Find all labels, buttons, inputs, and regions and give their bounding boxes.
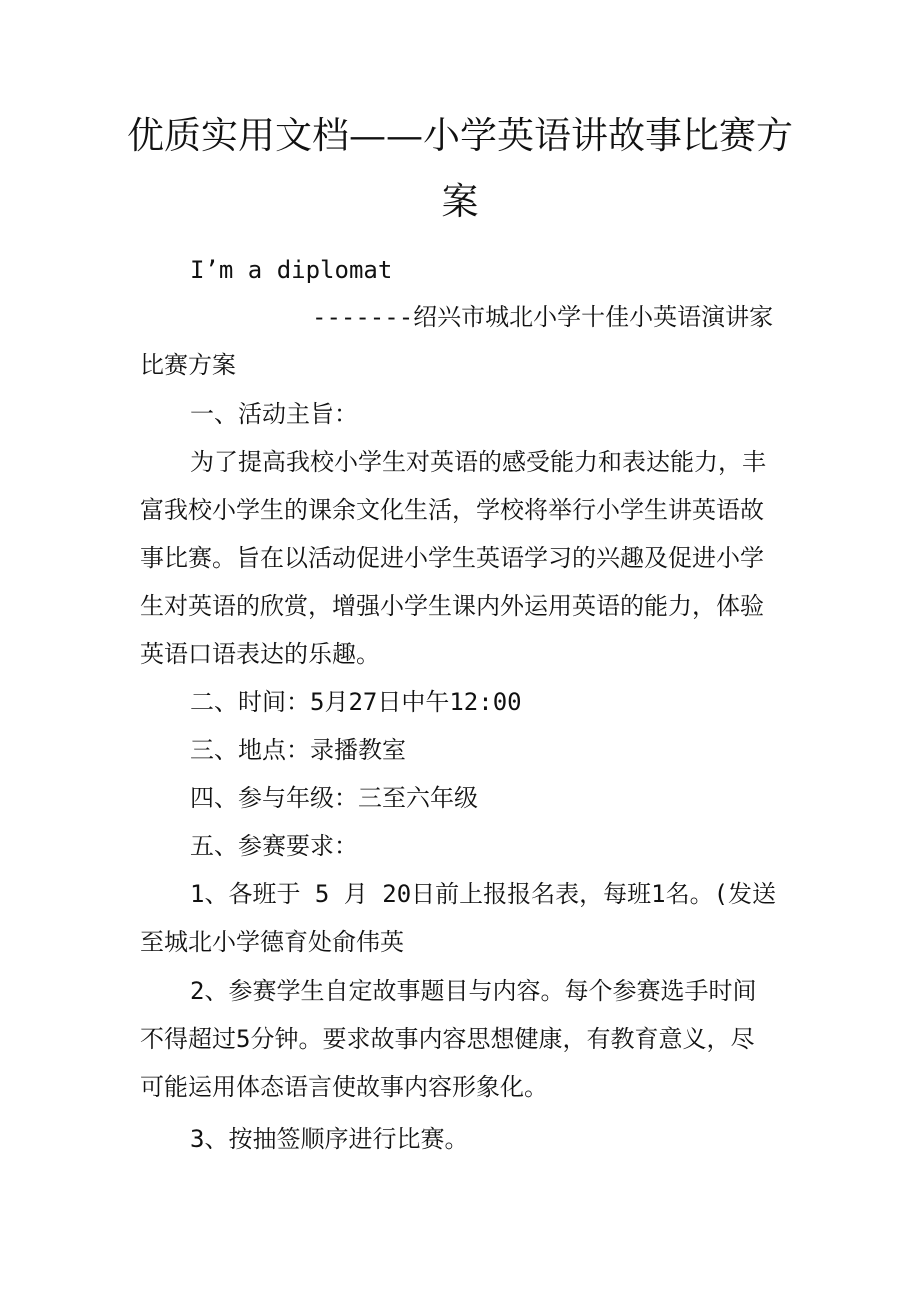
section-1-paragraph-line: 富我校小学生的课余文化生活，学校将举行小学生讲英语故 <box>140 496 764 524</box>
section-3-location: 三、地点：录播教室 <box>190 736 406 764</box>
section-1-heading: 一、活动主旨： <box>190 400 358 428</box>
requirement-2-line: 2、参赛学生自定故事题目与内容。每个参赛选手时间 <box>190 977 757 1005</box>
subtitle-organizer-continued: 比赛方案 <box>140 351 236 379</box>
document-title-line-1: 优质实用文档——小学英语讲故事比赛方 <box>127 114 793 157</box>
document-title-line-2: 案 <box>441 180 479 223</box>
requirement-1-line: 1、各班于 5 月 20日前上报报名表，每班1名。(发送 <box>190 880 777 908</box>
section-1-paragraph-line: 事比赛。旨在以活动促进小学生英语学习的兴趣及促进小学 <box>140 544 764 572</box>
section-1-paragraph-line: 为了提高我校小学生对英语的感受能力和表达能力，丰 <box>190 448 766 476</box>
section-5-heading: 五、参赛要求： <box>190 832 358 860</box>
section-1-paragraph-line: 英语口语表达的乐趣。 <box>140 640 380 668</box>
section-1-paragraph-line: 生对英语的欣赏，增强小学生课内外运用英语的能力，体验 <box>140 592 764 620</box>
requirement-2-line: 不得超过5分钟。要求故事内容思想健康，有教育意义，尽 <box>140 1025 755 1053</box>
requirement-3-line: 3、按抽签顺序进行比赛。 <box>190 1125 469 1153</box>
subtitle-english: I’m a diplomat <box>190 256 393 284</box>
requirement-2-line: 可能运用体态语言使故事内容形象化。 <box>140 1073 548 1101</box>
section-2-time: 二、时间：5月27日中午12:00 <box>190 688 522 716</box>
requirement-1-line: 至城北小学德育处俞伟英 <box>140 928 404 956</box>
subtitle-organizer: -------绍兴市城北小学十佳小英语演讲家 <box>312 303 774 331</box>
section-4-grades: 四、参与年级：三至六年级 <box>190 784 478 812</box>
